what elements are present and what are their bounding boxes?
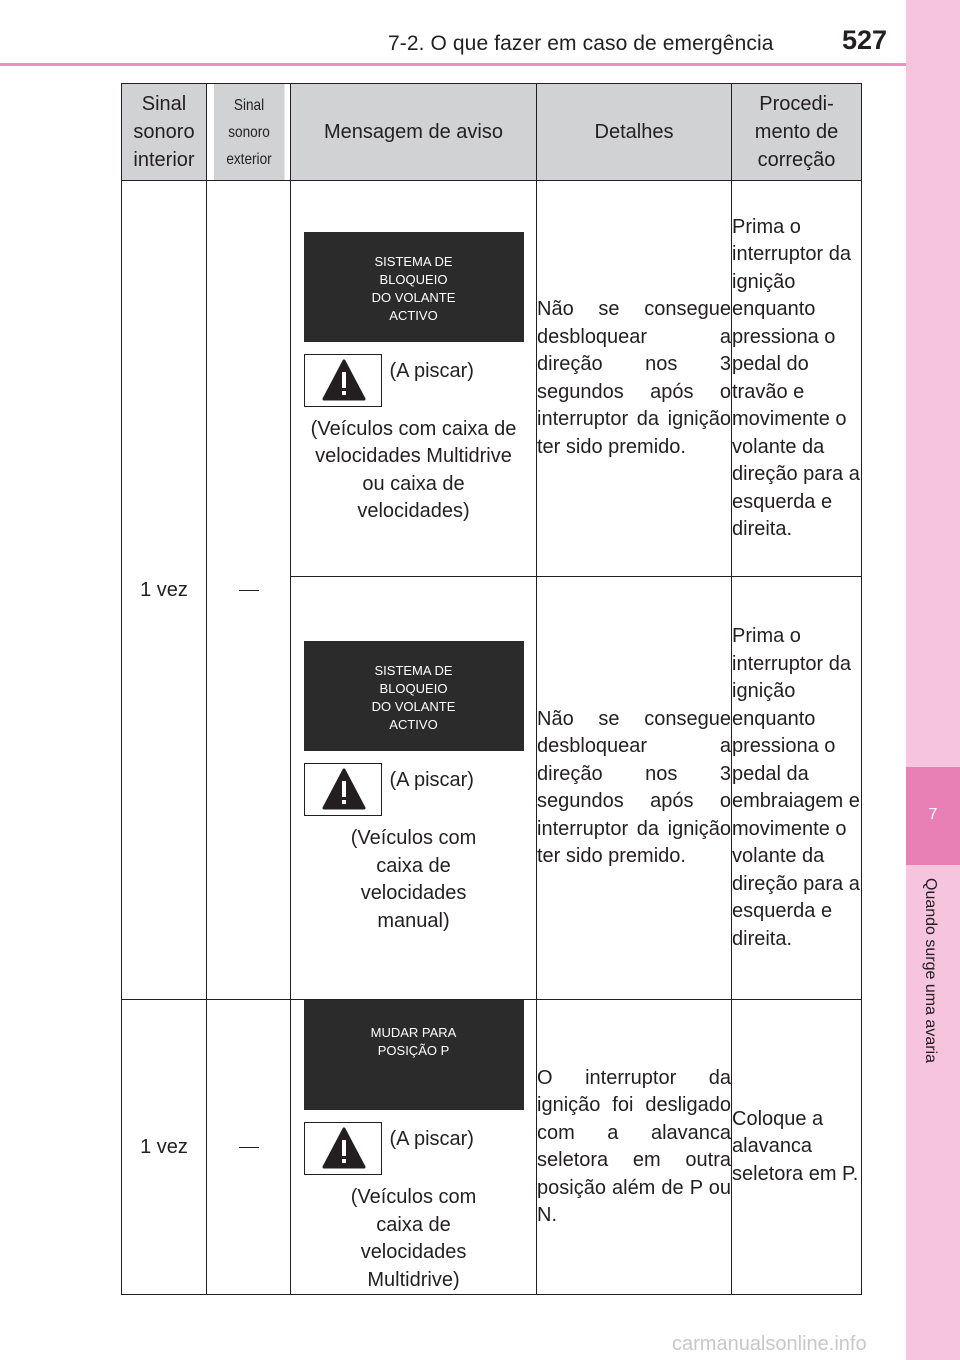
exterior-buzzer-cell: [207, 1000, 291, 1295]
table-row: [122, 181, 862, 577]
chapter-label: Quando surge uma avaria: [922, 878, 939, 1063]
vehicle-note: (Veículos com caixa de velocidades Multidrive ou caixa de velocidades): [310, 417, 517, 522]
screen-line: BLOQUEIO: [379, 271, 448, 287]
warning-message-cell: [291, 1000, 537, 1295]
header-correction-procedure: Procedi-mento de correção: [732, 84, 862, 181]
header-details: Detalhes: [537, 84, 732, 181]
screen-line: SISTEMA DE: [374, 663, 453, 678]
blink-label: (A piscar): [389, 359, 474, 382]
interior-buzzer-cell: 1 vez: [122, 1000, 207, 1295]
screen-line: DO VOLANTE: [371, 289, 456, 305]
chapter-side-tab: [906, 0, 960, 1360]
blink-label: (A piscar): [389, 769, 474, 791]
header-exterior-buzzer: Sinal sonoro exterior: [213, 84, 284, 181]
watermark: carmanualsonline.info: [672, 1333, 867, 1355]
vehicle-note: (Veículos com caixa de velocidades Multidrive): [350, 1186, 477, 1291]
blink-label: (A piscar): [389, 1128, 474, 1150]
procedure-cell: Coloque a alavanca seletora em P.: [732, 1000, 862, 1295]
exterior-buzzer-cell: [207, 181, 291, 1000]
warning-message-cell: [291, 181, 537, 577]
vehicle-note: (Veículos com caixa de velocidades manual): [350, 827, 477, 932]
warning-triangle-icon: [304, 1122, 382, 1175]
display-screen: [304, 641, 524, 751]
warning-triangle-icon: [304, 354, 382, 407]
interior-buzzer-cell: 1 vez: [122, 181, 207, 1000]
warning-table: [121, 83, 862, 1295]
page-number: 527: [842, 25, 888, 55]
display-screen: [304, 232, 524, 342]
screen-line: ACTIVO: [389, 717, 438, 732]
details-cell: Não se consegue desbloquear a direção nos 3 segundos após o interruptor da ignição ter sido premido.: [537, 577, 732, 1000]
warning-triangle-icon: [304, 763, 382, 816]
chapter-number: 7: [928, 806, 938, 823]
header-warning-message: Mensagem de aviso: [291, 84, 537, 181]
screen-line: SISTEMA DE: [374, 253, 453, 269]
screen-line: MUDAR PARA: [370, 1025, 457, 1040]
details-cell: O interruptor da ignição foi desligado com a alavanca seletora em outra posição além de P ou N.: [537, 1000, 732, 1295]
table-header-row: [122, 84, 862, 181]
table-row: [122, 1000, 862, 1295]
screen-line: POSIÇÃO P: [377, 1043, 450, 1058]
details-cell: Não se consegue desbloquear a direção nos 3 segundos após o interruptor da ignição ter sido premido.: [537, 181, 732, 577]
warning-message-cell: [291, 577, 537, 1000]
screen-line: ACTIVO: [389, 307, 438, 323]
section-title: 7-2. O que fazer em caso de emergência: [388, 32, 774, 55]
procedure-cell: Prima o interruptor da ignição enquanto pressiona o pedal do travão e movimente o volante da direção para a esquerda e direita.: [732, 181, 862, 577]
header-divider: [0, 63, 906, 66]
procedure-cell: Prima o interruptor da ignição enquanto pressiona o pedal da embraiagem e movimente o volante da direção para a esquerda e direita.: [732, 577, 862, 1000]
display-screen: [304, 1000, 524, 1110]
dash-mark: [239, 1147, 259, 1148]
screen-line: DO VOLANTE: [371, 699, 456, 714]
dash-mark: [239, 590, 259, 591]
header-interior-buzzer: Sinal sonoro interior: [122, 84, 207, 181]
screen-line: BLOQUEIO: [379, 681, 448, 696]
